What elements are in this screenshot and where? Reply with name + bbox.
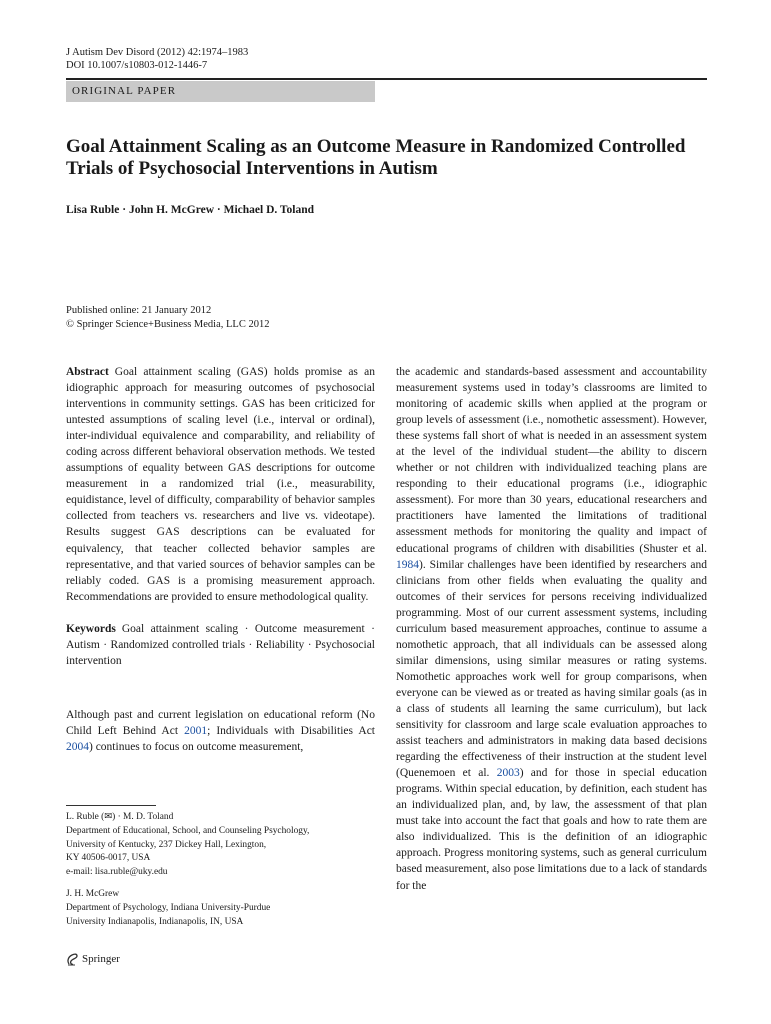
publication-info bbox=[66, 304, 269, 332]
body-text: ). Similar challenges have been identified by researchers and clinicians from other fields when evaluating the quality and outcomes of their services for persons receiving individualized programming. Most of our current assessment systems, including curriculum based measurement approaches, continue to assume a nomothetic approach, that all individuals can be assessed along similar dimensions, using similar measures or rating systems. Nomothetic approaches work well for group comparisons, when everyone can be viewed as or treated as having similar goals (as in a class of students all learning the same curriculum), but lack sensitivity for classroom and large scale evaluation approaches to assist teachers and administrators in making data based decisions regarding the effectiveness of their instruction at the student level (Quenemoen et al. bbox=[396, 558, 707, 780]
abstract bbox=[66, 364, 375, 605]
springer-logo-icon bbox=[66, 952, 79, 966]
abstract-heading: Abstract bbox=[66, 366, 109, 378]
intro-text: Although past and current legislation on educational reform (No Child Left Behind Act bbox=[66, 708, 375, 737]
doi: DOI 10.1007/s10803-012-1446-7 bbox=[66, 60, 208, 71]
affiliation-mcgrew bbox=[66, 888, 270, 929]
published-date: Published online: 21 January 2012 bbox=[66, 305, 212, 316]
affiliation-line: Department of Educational, School, and Counseling Psychology, bbox=[66, 825, 310, 836]
author-list: Lisa Ruble · John H. McGrew · Michael D. Toland bbox=[66, 204, 315, 216]
article-type-banner: ORIGINAL PAPER bbox=[66, 81, 375, 102]
intro-paragraph bbox=[66, 707, 375, 755]
article-title: Goal Attainment Scaling as an Outcome Measure in Randomized Controlled Trials of Psychosocial Interventions in Autism bbox=[66, 136, 686, 179]
keywords-text: Goal attainment scaling · Outcome measurement · Autism · Randomized controlled trials · Reliability · Psychosocial intervention bbox=[66, 622, 375, 667]
abstract-text: Goal attainment scaling (GAS) holds promise as an idiographic approach for measuring outcomes of psychosocial interventions in community settings. GAS has been criticized for untested assumptions of scaling level (i.e., interval or ordinal), inter-individual equivalence and comparability, and reliability of coding across different behavioral observation methods. We tested assumptions of equality between GAS descriptions for outcome measurement in a randomized trial (i.e., measurability, equidistance, level of difficulty, comparability of behavior samples collected from teachers vs. researchers and live vs. videotape). Results suggest GAS descriptions can be evaluated for equivalency, that teacher collected behavior samples are representative, and that varied sources of behavior samples can be reliably coded. GAS is a promising measurement approach. Recommendations are provided to ensure methodological quality. bbox=[66, 366, 375, 603]
body-text: the academic and standards-based assessment and accountability measurement systems used in today’s classrooms are limited to monitoring of academic skills when applied at the program or group levels of assessment (i.e., nomothetic assessment). However, these systems fall short of what is needed in an assessment system at the level of the individual student—the ability to discern whether or not children with individualized teaching plans are responding to their educational programs (i.e., idiographic assessment). For more than 30 years, educational researchers and practitioners have lamented the limitations of traditional assessment methods for monitoring the quality and impact of educational programs of children with disabilities (Shuster et al. bbox=[396, 366, 707, 555]
keywords bbox=[66, 621, 375, 669]
left-column bbox=[66, 364, 375, 755]
intro-text: ; Individuals with Disabilities Act bbox=[207, 724, 375, 737]
intro-text: ) continues to focus on outcome measurement, bbox=[89, 740, 304, 753]
body-paragraph bbox=[396, 364, 707, 894]
citation-link[interactable]: 2001 bbox=[184, 724, 208, 737]
publisher-footer bbox=[66, 952, 120, 966]
header-rule bbox=[66, 78, 707, 80]
journal-info bbox=[66, 46, 248, 72]
body-text: ) and for those in special education programs. Within special education, by definition, each student has an individualized plan, and, by law, the assessment of that plan must take into account the fact that goals and how to rate them are also individualized. This is the definition of an idiographic approach. Progress monitoring systems, such as general curriculum based measurement, also pose limitations due to a lack of standards for the bbox=[396, 767, 707, 892]
journal-citation: J Autism Dev Disord (2012) 42:1974–1983 bbox=[66, 47, 249, 58]
affiliation-line: L. Ruble (✉) · M. D. Toland bbox=[66, 812, 174, 822]
publisher-name: Springer bbox=[82, 953, 120, 965]
affiliation-line: J. H. McGrew bbox=[66, 889, 120, 899]
affiliation-ruble-toland bbox=[66, 811, 309, 880]
copyright: © Springer Science+Business Media, LLC 2012 bbox=[66, 319, 270, 330]
citation-link[interactable]: 1984 bbox=[396, 558, 419, 571]
right-column bbox=[396, 364, 707, 894]
affiliation-line: University Indianapolis, Indianapolis, IN, USA bbox=[66, 916, 244, 927]
citation-link[interactable]: 2004 bbox=[66, 740, 89, 753]
citation-link[interactable]: 2003 bbox=[496, 767, 520, 780]
affiliation-line: University of Kentucky, 237 Dickey Hall, Lexington, bbox=[66, 839, 267, 850]
footnote-rule bbox=[66, 805, 156, 806]
affiliation-email[interactable]: e-mail: lisa.ruble@uky.edu bbox=[66, 867, 168, 878]
affiliation-line: Department of Psychology, Indiana University-Purdue bbox=[66, 902, 271, 913]
affiliation-line: KY 40506-0017, USA bbox=[66, 853, 151, 864]
keywords-heading: Keywords bbox=[66, 622, 116, 635]
